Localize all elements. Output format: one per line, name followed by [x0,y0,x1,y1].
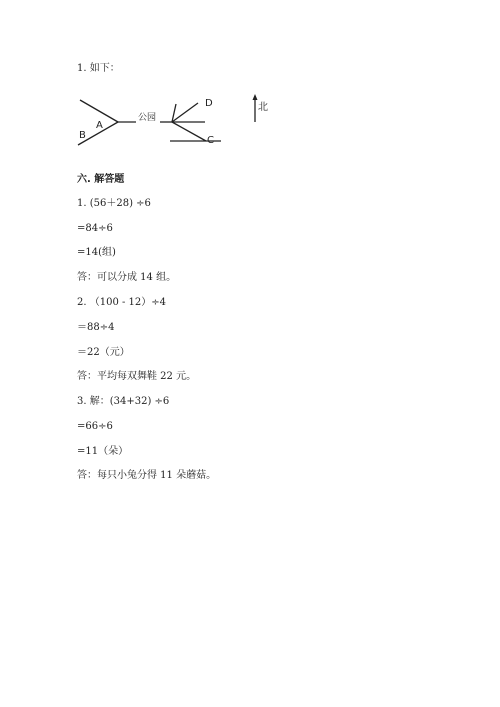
answer-line: 3. 解：(34+32) ÷6 [77,396,170,407]
north-arrow-head [253,94,258,100]
road-c-branch [172,122,206,141]
section-title: 六. 解答题 [77,174,125,185]
road-a-upper [80,100,118,122]
label-north: 北 [258,102,268,113]
answer-line: 答：平均每双舞鞋 22 元。 [77,371,197,382]
answer-line: =84÷6 [77,223,113,234]
answer-line: =14(组) [77,247,116,258]
answer-line: 2. （100 - 12）÷4 [77,297,167,308]
label-b: B [79,130,86,141]
answer-line: =66÷6 [77,421,113,432]
answer-line: 答：可以分成 14 组。 [77,272,177,283]
answer-line: ＝88÷4 [77,322,115,333]
label-c: C [207,135,214,146]
label-park: 公园 [138,113,157,123]
label-d: D [205,98,213,109]
answer-line: =11（朵） [77,446,129,457]
label-a: A [96,120,103,131]
question-intro: 1. 如下： [77,63,120,74]
answer-line: ＝22（元） [77,347,130,358]
answer-line: 1. (56＋28) ÷6 [77,198,151,209]
answer-line: 答：每只小兔分得 11 朵蘑菇。 [77,470,217,481]
